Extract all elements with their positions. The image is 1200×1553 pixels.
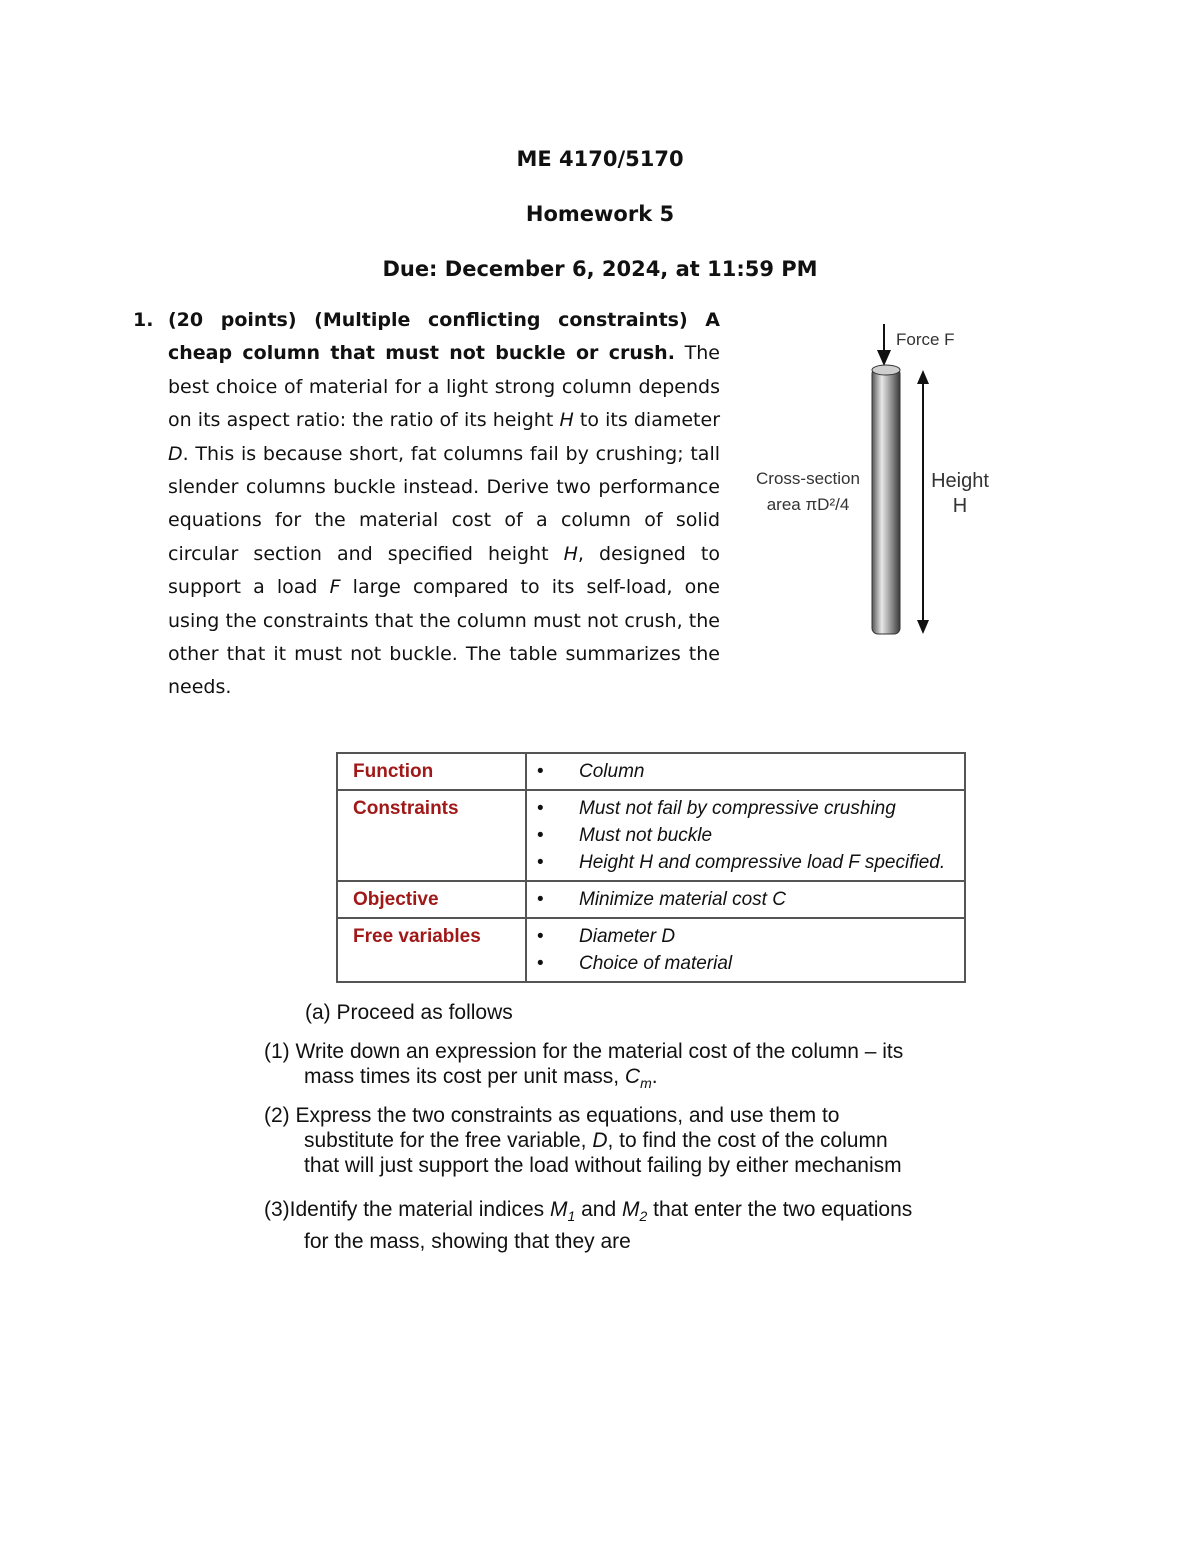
step-text: that will just support the load without failing by either mechanism [304, 1154, 902, 1177]
step-text: substitute for the free variable, [304, 1129, 593, 1152]
row-label [337, 790, 526, 881]
step-text: Express the two constraints as equations, and use them to [295, 1104, 840, 1127]
height-symbol: H [952, 495, 968, 517]
table-row [337, 881, 965, 918]
row-values [526, 753, 965, 790]
step-3 [264, 1197, 964, 1254]
item-text: Must not buckle [579, 825, 713, 846]
step-number: (2) [264, 1104, 296, 1127]
row-label [337, 918, 526, 982]
height-arrowhead-bottom [917, 620, 929, 634]
step-text: that enter the two equations [647, 1198, 913, 1221]
list-item [537, 923, 964, 950]
question-text-part: large compared to its self-load, one using the constraints that the column must not crush, the other that it must not buckle. The table summarizes the needs. [168, 576, 720, 699]
step-text: , to find the cost of the column [607, 1129, 888, 1152]
step-text: and [575, 1198, 622, 1221]
step-2 [264, 1103, 964, 1178]
var-h: H [563, 542, 578, 565]
step-text: . [651, 1065, 658, 1088]
design-requirements-table [336, 752, 966, 983]
row-values [526, 790, 965, 881]
subscript: m [640, 1075, 652, 1092]
step-number: (3) [264, 1198, 290, 1221]
step-text: mass times its cost per unit mass, [304, 1065, 625, 1088]
subscript: 2 [639, 1208, 648, 1225]
item-text: Choice of material [579, 953, 733, 974]
force-label: Force F [896, 330, 955, 349]
bullet: • [537, 761, 544, 782]
var-d: D [592, 1129, 608, 1152]
row-values [526, 918, 965, 982]
row-label-text: Constraints [353, 798, 459, 819]
step-text: Identify the material indices [289, 1198, 550, 1221]
item-text: Diameter D [579, 926, 676, 947]
step-number: (1) [264, 1040, 296, 1063]
subscript: 1 [567, 1208, 576, 1225]
height-label: Height [931, 470, 989, 492]
question-text [168, 304, 720, 705]
var-m: M [621, 1198, 640, 1221]
item-text: Must not fail by compressive crushing [579, 798, 896, 819]
bullet: • [537, 798, 544, 819]
list-item [537, 886, 964, 913]
column-figure [748, 320, 998, 640]
var-h: H [559, 409, 574, 432]
bullet: • [537, 889, 544, 910]
column-shape [872, 368, 900, 634]
height-arrowhead-top [917, 370, 929, 384]
var-d: D [168, 442, 183, 465]
question-text-part: to its diameter [573, 409, 721, 432]
list-item [537, 822, 964, 849]
step-text: Write down an expression for the material cost of the column – its [295, 1040, 904, 1063]
cross-section-label: Cross-section [756, 469, 860, 488]
bullet: • [537, 953, 544, 974]
question-number: 1. [133, 309, 154, 331]
table-row [337, 753, 965, 790]
step-1 [264, 1039, 964, 1096]
list-item [537, 795, 964, 822]
step-text: for the mass, showing that they are [304, 1230, 631, 1254]
item-text: Height H and compressive load F specified. [579, 852, 946, 873]
homework-title: Homework 5 [525, 202, 675, 226]
force-arrowhead [877, 350, 891, 366]
column-top [872, 365, 900, 375]
list-item [537, 849, 964, 876]
question-text-part: The best choice of material for a light strong column depends on its aspect ratio: the ratio of its height [168, 342, 720, 432]
row-label-text: Objective [353, 889, 439, 910]
bullet: • [537, 852, 544, 873]
question-text-part: , designed to support a load [168, 542, 720, 599]
item-text: Column [579, 761, 645, 782]
cross-section-area: area πD²/4 [766, 495, 850, 514]
bullet: • [537, 825, 544, 846]
table-row [337, 790, 965, 881]
row-values [526, 881, 965, 918]
var-c: C [624, 1065, 641, 1088]
question-title: (20 points) (Multiple conflicting constraints) A cheap column that must not buckle or crush. [168, 309, 720, 365]
row-label-text: Function [353, 761, 434, 782]
part-a-heading: (a) Proceed as follows [305, 1001, 513, 1024]
list-item [537, 758, 964, 785]
row-label [337, 881, 526, 918]
question-text-part: . This is because short, fat columns fail by crushing; tall slender columns buckle instead. Derive two performance equations for the material cost of a column of solid circular section and specified height [168, 442, 720, 565]
list-item [537, 950, 964, 977]
course-title: ME 4170/5170 [516, 147, 684, 171]
due-date: Due: December 6, 2024, at 11:59 PM [382, 257, 818, 281]
var-f: F [329, 576, 341, 599]
bullet: • [537, 926, 544, 947]
table-row [337, 918, 965, 982]
row-label [337, 753, 526, 790]
var-m: M [549, 1198, 568, 1221]
item-text: Minimize material cost C [579, 889, 786, 910]
row-label-text: Free variables [353, 926, 481, 947]
